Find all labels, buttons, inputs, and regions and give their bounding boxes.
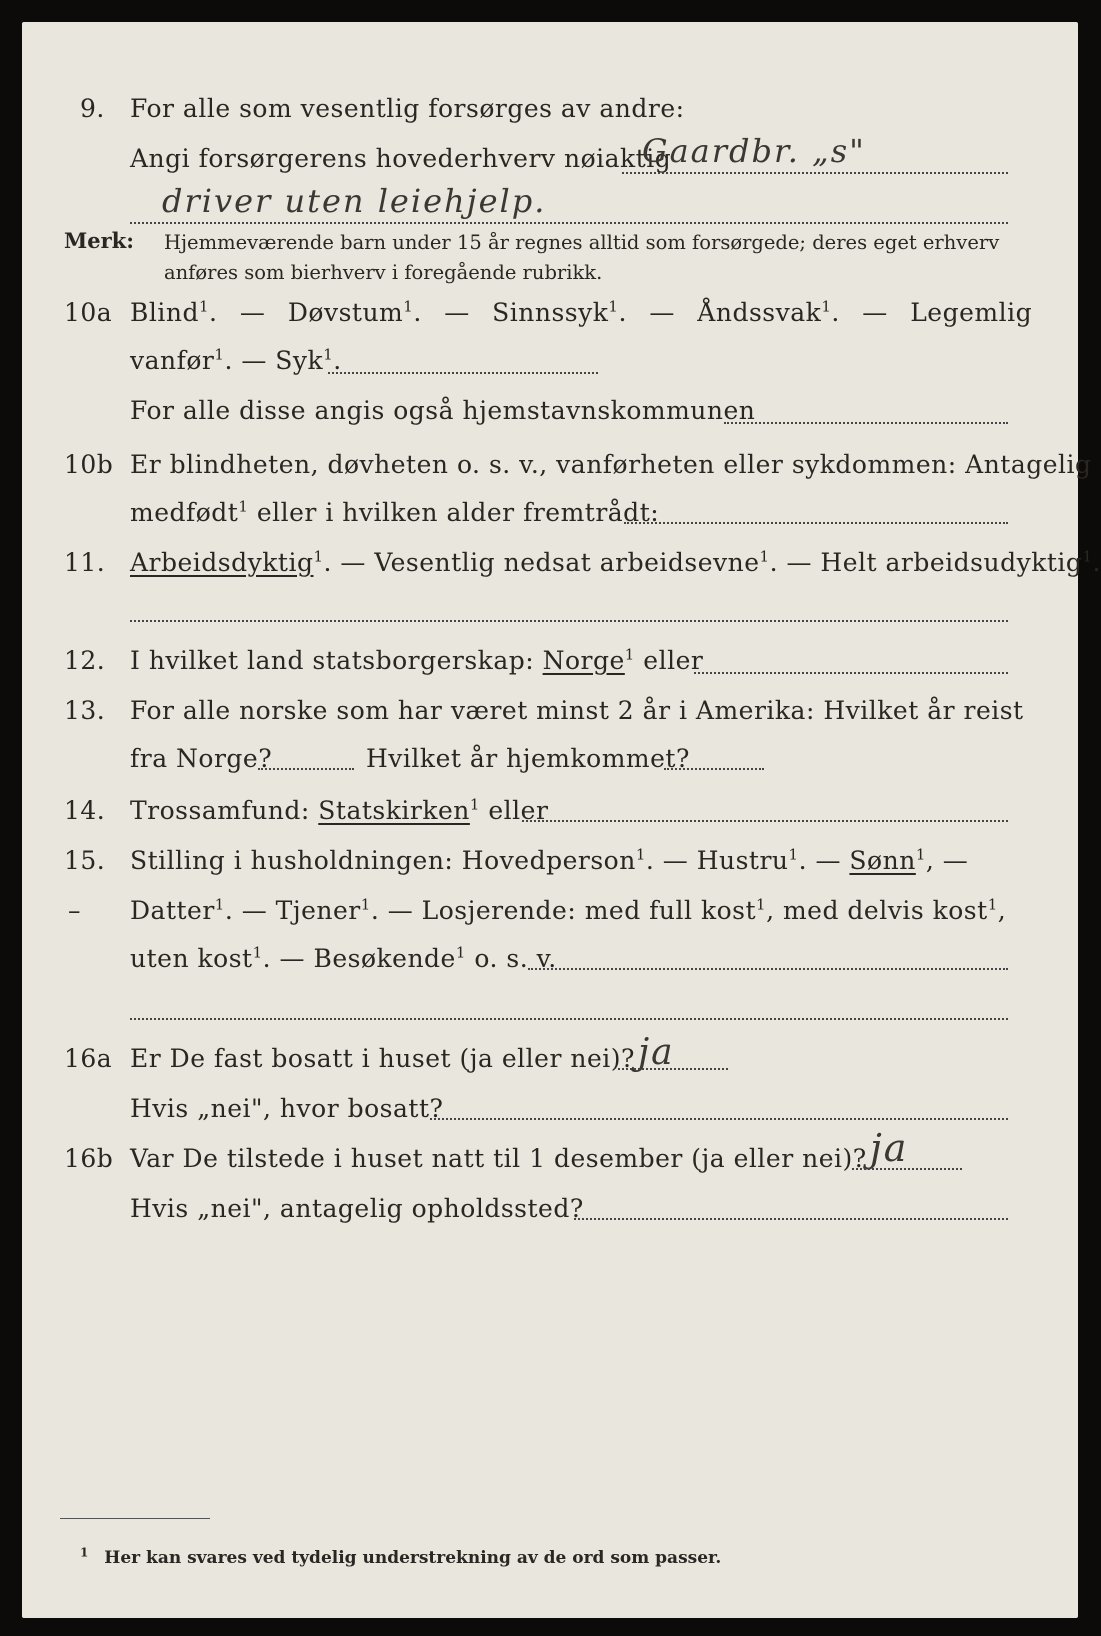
merk-label: Merk: bbox=[64, 228, 134, 253]
q9-answer-line-2 bbox=[130, 222, 1008, 224]
q14-number: 14. bbox=[64, 796, 106, 825]
q13-text-1: For alle norske som har været minst 2 år i Amerika: Hvilket år reist bbox=[130, 696, 1024, 725]
q15-osv: o. s. v. bbox=[465, 944, 557, 973]
q11-period: . bbox=[1092, 548, 1101, 577]
footnote-mark: 1 bbox=[821, 297, 832, 316]
q9-number: 9. bbox=[80, 94, 105, 123]
q15-answer-line bbox=[528, 968, 1008, 970]
footnote-mark: 1 bbox=[608, 297, 619, 316]
q12-text bbox=[130, 646, 703, 675]
footnote-mark: 1 bbox=[214, 895, 225, 914]
q10a-period: . bbox=[333, 346, 342, 375]
footnote-divider bbox=[60, 1518, 210, 1519]
q16a-line-2 bbox=[22, 1094, 1078, 1140]
q10b-line-2 bbox=[22, 498, 1078, 544]
q15-answer-line-2 bbox=[130, 1018, 1008, 1020]
q16b-answer-line bbox=[852, 1168, 962, 1170]
q10a-text-1 bbox=[130, 298, 1032, 327]
q10a-line-3 bbox=[22, 396, 1078, 442]
q13-reist-answer-line bbox=[258, 768, 354, 770]
q15-delvis-kost: , med delvis kost bbox=[766, 896, 988, 925]
q16b-line-2 bbox=[22, 1194, 1078, 1240]
q13-line-1 bbox=[22, 696, 1078, 742]
footnote-mark: 1 bbox=[252, 943, 263, 962]
q10a-line-2 bbox=[22, 346, 1078, 392]
q15-text-2 bbox=[130, 896, 1006, 925]
footnote-mark: 1 bbox=[756, 895, 767, 914]
q16a-text-2: Hvis „nei", hvor bosatt? bbox=[130, 1094, 444, 1123]
q15-dash: . — bbox=[798, 846, 850, 875]
q14-statskirken-underlined: Statskirken bbox=[318, 796, 470, 825]
merk-text bbox=[164, 228, 1044, 288]
footnote-mark: 1 bbox=[915, 845, 926, 864]
q15-line-2 bbox=[22, 896, 1078, 942]
q10a-andssvak: . — Åndssvak bbox=[618, 298, 822, 327]
q15-sonn-underlined: Sønn bbox=[849, 846, 916, 875]
footnote-mark: 1 bbox=[635, 845, 646, 864]
q16b-answer-handwritten: ja bbox=[870, 1126, 909, 1170]
footnote-mark: 1 bbox=[238, 497, 249, 516]
q14-answer-line bbox=[522, 820, 1008, 822]
q10b-medfodt: medfødt bbox=[130, 498, 239, 527]
q13-number: 13. bbox=[64, 696, 106, 725]
q16a-line-1 bbox=[22, 1044, 1078, 1090]
footnote-mark: 1 bbox=[403, 297, 414, 316]
q10a-number: 10a bbox=[64, 298, 113, 327]
q10b-text-1: Er blindheten, døvheten o. s. v., vanførheten eller sykdommen: Antagelig bbox=[130, 450, 1092, 479]
q12-answer-line bbox=[694, 672, 1008, 674]
q15-dash-end: , — bbox=[925, 846, 969, 875]
q10a-sinnssyk: . — Sinnssyk bbox=[413, 298, 609, 327]
q14-label: Trossamfund: bbox=[130, 796, 319, 825]
footnote-mark: 1 bbox=[198, 297, 210, 316]
q11-answer-line bbox=[130, 620, 1008, 622]
q11-line-1 bbox=[22, 547, 1101, 594]
q15-text-1 bbox=[130, 846, 968, 875]
footnote-mark: 1 bbox=[214, 345, 225, 364]
q14-text bbox=[130, 796, 548, 825]
q10a-syk: . — Syk bbox=[224, 346, 324, 375]
q12-line-1 bbox=[22, 646, 1078, 692]
q9-text-2: Angi forsørgerens hovederhverv nøiaktig bbox=[130, 144, 672, 173]
merk-text-2: anføres som bierhverv i foregående rubrikk. bbox=[164, 261, 603, 284]
q15-hovedperson: Stilling i husholdningen: Hovedperson bbox=[130, 846, 636, 875]
q13-hjemkommet-label: Hvilket år hjemkommet? bbox=[366, 744, 690, 773]
q9-answer-handwritten-1: Gaardbr. „s" bbox=[642, 132, 866, 170]
q15-text-3 bbox=[130, 944, 557, 973]
footnote-mark: 1 bbox=[1082, 547, 1093, 566]
q13-hjemkommet-answer-line bbox=[664, 768, 764, 770]
q15-margin-dash: – bbox=[68, 896, 81, 925]
q11-text bbox=[130, 548, 1101, 577]
q15-number: 15. bbox=[64, 846, 106, 875]
q15-comma: , bbox=[997, 896, 1007, 925]
footnote-mark: 1 bbox=[987, 895, 998, 914]
q10b-text-2 bbox=[130, 498, 659, 527]
q12-norge-underlined: Norge bbox=[542, 646, 625, 675]
q10a-text-3: For alle disse angis også hjemstavnskommunen bbox=[130, 396, 756, 425]
footnote-mark: 1 bbox=[323, 345, 334, 364]
q10b-number: 10b bbox=[64, 450, 114, 479]
footnote bbox=[80, 1545, 722, 1568]
q16b-text-1: Var De tilstede i huset natt til 1 desember (ja eller nei)? bbox=[130, 1144, 867, 1173]
q10a-line-1 bbox=[22, 298, 1078, 344]
q10a-syk-answer-line bbox=[328, 372, 598, 374]
q15-line-1 bbox=[22, 846, 1078, 892]
q16b-number: 16b bbox=[64, 1144, 114, 1173]
q11-arbeidsdyktig-underlined: Arbeidsdyktig bbox=[130, 548, 314, 577]
q10b-line-1 bbox=[22, 450, 1092, 496]
q16a-bosatt-answer-line bbox=[430, 1118, 1008, 1120]
q15-hustru: . — Hustru bbox=[645, 846, 789, 875]
q15-datter: Datter bbox=[130, 896, 215, 925]
q10a-dovstum: . — Døvstum bbox=[209, 298, 404, 327]
q10b-alder: eller i hvilken alder fremtrådt: bbox=[248, 498, 660, 527]
q12-label: I hvilket land statsborgerskap: bbox=[130, 646, 543, 675]
q16a-text-1: Er De fast bosatt i huset (ja eller nei)? bbox=[130, 1044, 635, 1073]
q15-besokende: . — Besøkende bbox=[262, 944, 456, 973]
q10a-text-2 bbox=[130, 346, 342, 375]
q14-line-1 bbox=[22, 796, 1078, 842]
q15-tjener: . — Tjener bbox=[224, 896, 361, 925]
q15-full-kost: . — Losjerende: med full kost bbox=[370, 896, 757, 925]
footnote-mark: 1 bbox=[624, 645, 635, 664]
q15-line-3 bbox=[22, 944, 1078, 990]
q10a-legemlig: . — Legemlig bbox=[831, 298, 1033, 327]
q16a-answer-line bbox=[618, 1068, 728, 1070]
footnote-number: 1 bbox=[80, 1545, 89, 1560]
merk-text-1: Hjemmeværende barn under 15 år regnes alltid som forsørgede; deres eget erhverv bbox=[164, 231, 1000, 254]
q10a-kommune-answer-line bbox=[724, 422, 1008, 424]
q9-text-1: For alle som vesentlig forsørges av andre: bbox=[130, 94, 685, 123]
q16b-line-1 bbox=[22, 1144, 1078, 1190]
footnote-mark: 1 bbox=[788, 845, 799, 864]
q16b-text-2: Hvis „nei", antagelig opholdssted? bbox=[130, 1194, 584, 1223]
footnote-mark: 1 bbox=[360, 895, 371, 914]
footnote-mark: 1 bbox=[759, 547, 770, 566]
q10b-answer-line bbox=[624, 522, 1008, 524]
q9-answer-line-1 bbox=[622, 172, 1008, 174]
q11-number: 11. bbox=[64, 548, 106, 577]
q15-uten-kost: uten kost bbox=[130, 944, 253, 973]
q9-answer-handwritten-2: driver uten leiehjelp. bbox=[162, 182, 547, 220]
footnote-mark: 1 bbox=[469, 795, 480, 814]
q12-number: 12. bbox=[64, 646, 106, 675]
census-form-page bbox=[22, 22, 1101, 1618]
q16a-number: 16a bbox=[64, 1044, 113, 1073]
footnote-mark: 1 bbox=[455, 943, 466, 962]
q16b-opholdssted-answer-line bbox=[574, 1218, 1008, 1220]
q13-reist-label: fra Norge? bbox=[130, 744, 273, 773]
q9-line-1 bbox=[22, 94, 1078, 140]
q14-eller: eller bbox=[479, 796, 549, 825]
q16a-answer-handwritten: ja bbox=[638, 1032, 675, 1073]
footnote-text: Her kan svares ved tydelig understrekning av de ord som passer. bbox=[104, 1548, 722, 1568]
q10a-blind: Blind bbox=[130, 298, 199, 327]
q13-line-2 bbox=[22, 744, 1078, 790]
q10a-vanfor: vanfør bbox=[130, 346, 215, 375]
q11-nedsat: . — Vesentlig nedsat arbeidsevne bbox=[323, 548, 760, 577]
q11-udyktig: . — Helt arbeidsudyktig bbox=[769, 548, 1083, 577]
footnote-mark: 1 bbox=[313, 547, 324, 566]
q12-eller: eller bbox=[634, 646, 704, 675]
